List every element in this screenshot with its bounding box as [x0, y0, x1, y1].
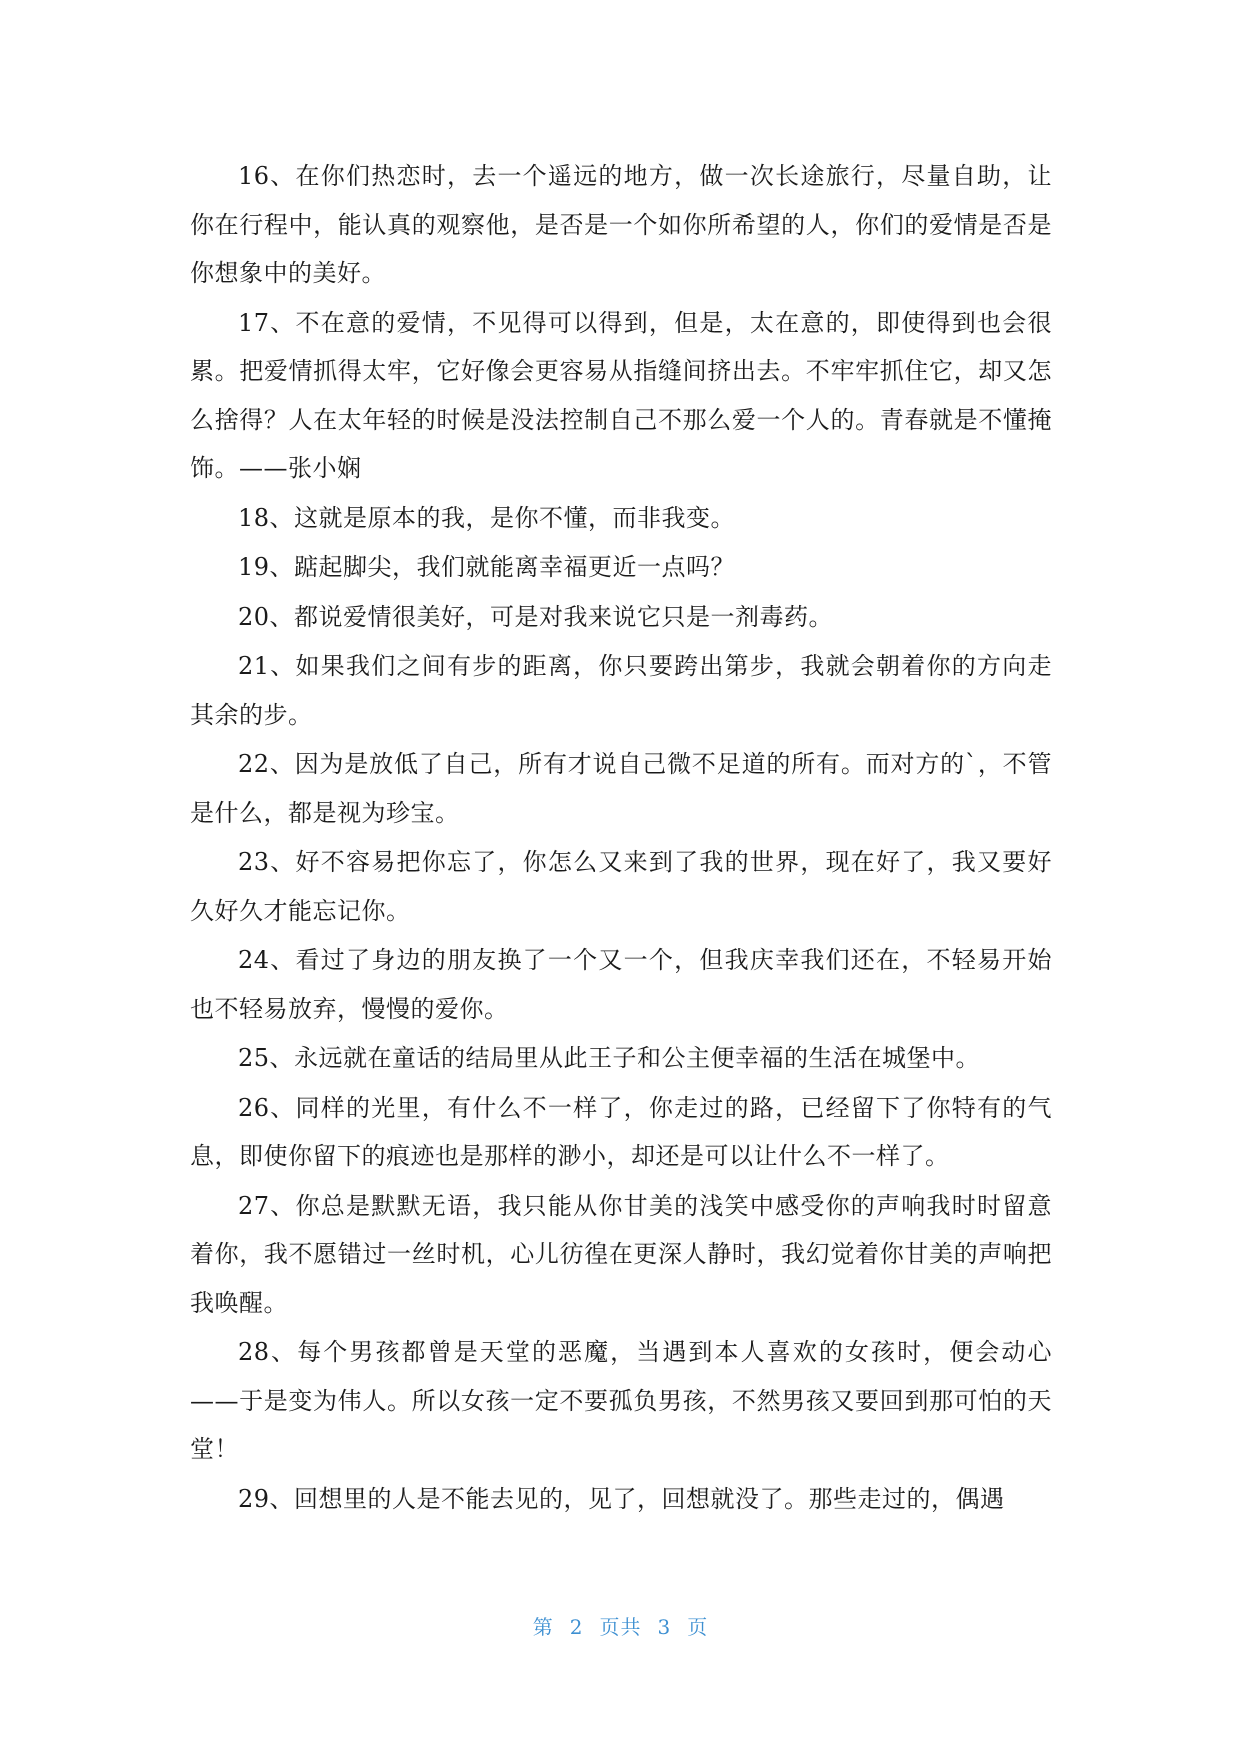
footer-suffix: 页 [687, 1615, 709, 1639]
paragraph-24: 24、看过了身边的朋友换了一个又一个，但我庆幸我们还在，不轻易开始也不轻易放弃，慢慢的爱你。 [190, 946, 1052, 1023]
paragraph-27: 27、你总是默默无语，我只能从你甘美的浅笑中感受你的声响我时时留意着你，我不愿错过一丝时机，心儿彷徨在更深人静时，我幻觉着你甘美的声响把我唤醒。 [190, 1191, 1052, 1317]
footer-current-page: 2 [569, 1615, 584, 1639]
footer-total-pages: 3 [657, 1615, 672, 1639]
paragraph-28: 28、每个男孩都曾是天堂的恶魔，当遇到本人喜欢的女孩时，便会动心——于是变为伟人。所以女孩一定不要孤负男孩，不然男孩又要回到那可怕的天堂！ [190, 1338, 1052, 1463]
paragraph-16: 16、在你们热恋时，去一个遥远的地方，做一次长途旅行，尽量自助，让你在行程中，能认真的观察他，是否是一个如你所希望的人，你们的爱情是否是你想象中的美好。 [190, 162, 1052, 287]
paragraph-26: 26、同样的光里，有什么不一样了，你走过的路，已经留下了你特有的气息，即使你留下的痕迹也是那样的渺小，却还是可以让什么不一样了。 [190, 1093, 1052, 1170]
paragraph-23: 23、好不容易把你忘了，你怎么又来到了我的世界，现在好了，我又要好久好久才能忘记你。 [190, 848, 1052, 925]
paragraph-17: 17、不在意的爱情，不见得可以得到，但是，太在意的，即使得到也会很累。把爱情抓得太牢，它好像会更容易从指缝间挤出去。不牢牢抓住它，却又怎么捨得？人在太年轻的时候是没法控制自己不那么爱一个人的。青春就是不懂掩饰。——张小娴 [190, 308, 1052, 482]
paragraph-18: 18、这就是原本的我，是你不懂，而非我变。 [238, 503, 736, 532]
paragraph-21: 21、如果我们之间有步的距离，你只要跨出第步，我就会朝着你的方向走其余的步。 [190, 652, 1052, 729]
paragraph-20: 20、都说爱情很美好，可是对我来说它只是一剂毒药。 [238, 602, 834, 631]
document-body [190, 152, 1052, 1524]
paragraph-29: 29、回想里的人是不能去见的，见了，回想就没了。那些走过的，偶遇 [238, 1484, 1005, 1513]
paragraph-25: 25、永远就在童话的结局里从此王子和公主便幸福的生活在城堡中。 [238, 1044, 981, 1072]
page-footer [0, 1611, 1241, 1640]
paragraph-19: 19、踮起脚尖，我们就能离幸福更近一点吗？ [238, 553, 736, 581]
paragraph-22: 22、因为是放低了自己，所有才说自己微不足道的所有。而对方的`，不管是什么，都是视为珍宝。 [190, 750, 1052, 827]
footer-middle: 页共 [599, 1615, 642, 1639]
footer-prefix: 第 [532, 1615, 554, 1639]
